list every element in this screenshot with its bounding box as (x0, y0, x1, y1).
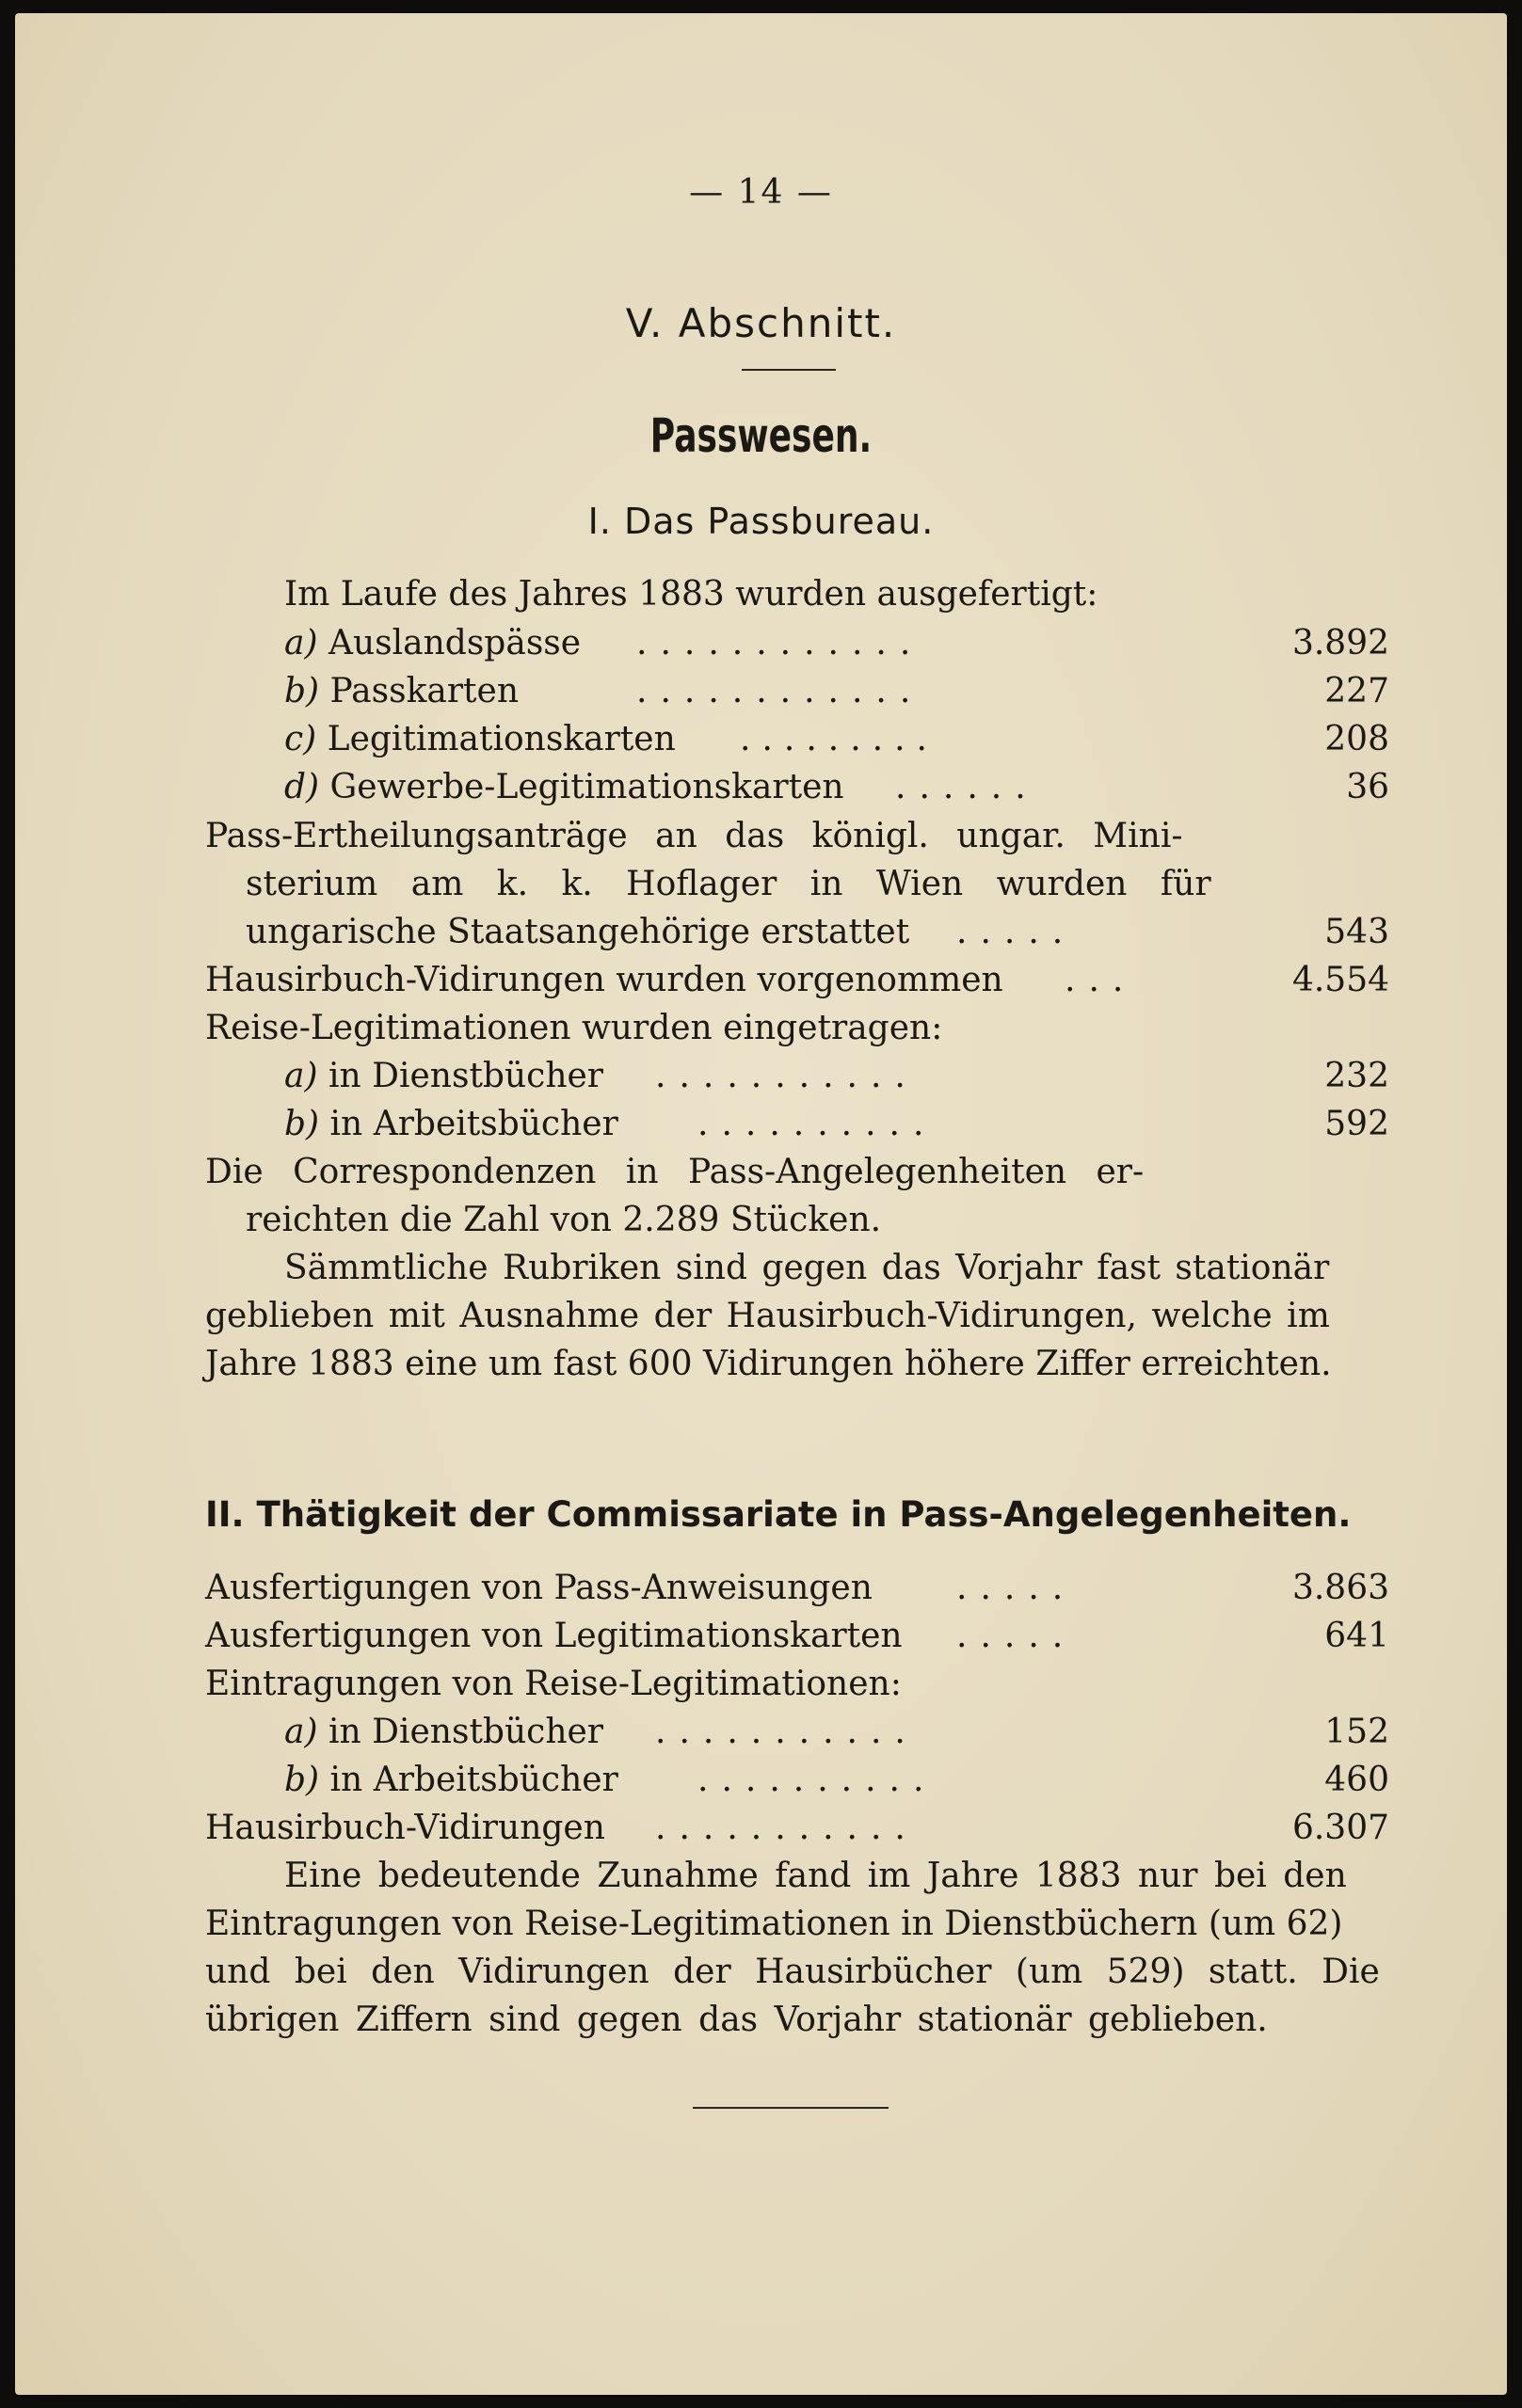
eintragungen-b-label: b) in Arbeitsbücher (284, 1761, 618, 1799)
leader-dots: ........... (655, 1057, 919, 1095)
leader-dots: ...... (895, 768, 1039, 806)
item-c-value: 208 (1324, 720, 1389, 758)
leader-dots: ... (1065, 961, 1137, 999)
title-rule-top (742, 369, 836, 371)
section2-heading: II. Thätigkeit der Commissariate in Pass-Angelegenheiten. (205, 1494, 1352, 1535)
eintragungen-b-value: 460 (1324, 1761, 1389, 1799)
item-b-value: 227 (1324, 672, 1389, 710)
hausirbuch-label: Hausirbuch-Vidirungen wurden vorgenommen (205, 961, 1003, 999)
pass-antraege-line1: Pass-Ertheilungsanträge an das königl. ungar. Mini- (205, 817, 1183, 855)
summary1-line3: Jahre 1883 eine um fast 600 Vidirungen höhere Ziffer erreichten. (205, 1345, 1332, 1383)
pass-antraege-line2: sterium am k. k. Hoflager in Wien wurden für (246, 865, 1211, 903)
reise-b-value: 592 (1324, 1105, 1389, 1143)
leader-dots: .......... (697, 1105, 937, 1143)
correspondenz-line2: reichten die Zahl von 2.289 Stücken. (246, 1201, 882, 1239)
summary2-line1: Eine bedeutende Zunahme fand im Jahre 1883 nur bei den (284, 1857, 1347, 1895)
s2-row2-value: 641 (1324, 1617, 1389, 1655)
eintragungen-intro: Eintragungen von Reise-Legitimationen: (205, 1665, 902, 1703)
s2-row1-value: 3.863 (1291, 1569, 1389, 1607)
eintragungen-a-label: a) in Dienstbücher (284, 1713, 604, 1751)
document-page (15, 13, 1507, 2395)
leader-dots: ..... (956, 913, 1077, 951)
s2-row1-label: Ausfertigungen von Pass-Anweisungen (205, 1569, 873, 1607)
leader-dots: ......... (740, 720, 938, 758)
correspondenz-line1: Die Correspondenzen in Pass-Angelegenheiten er- (205, 1153, 1145, 1191)
leader-dots: ........... (655, 1713, 919, 1751)
section1-intro: Im Laufe des Jahres 1883 wurden ausgefertigt: (284, 575, 1098, 614)
pass-antraege-value: 543 (1324, 913, 1389, 951)
end-rule (693, 2107, 889, 2109)
item-a-label: a) Auslandspässe (284, 624, 582, 662)
item-a-value: 3.892 (1291, 624, 1389, 662)
leader-dots: ............ (636, 624, 924, 662)
item-c-label: c) Legitimationskarten (284, 720, 676, 758)
leader-dots: ..... (956, 1617, 1077, 1655)
page-number: — 14 — (689, 173, 833, 212)
reise-a-value: 232 (1324, 1057, 1389, 1095)
eintragungen-a-value: 152 (1324, 1713, 1389, 1751)
reise-b-label: b) in Arbeitsbücher (284, 1105, 618, 1143)
s2-row2-label: Ausfertigungen von Legitimationskarten (205, 1617, 903, 1655)
item-d-value: 36 (1346, 768, 1389, 806)
summary2-line3: und bei den Vidirungen der Hausirbücher (um 529) statt. Die (205, 1953, 1380, 1991)
summary1-line1: Sämmtliche Rubriken sind gegen das Vorjahr fast stationär (284, 1249, 1330, 1287)
item-b-label: b) Passkarten (284, 672, 520, 710)
s2-hausirbuch-value: 6.307 (1291, 1809, 1389, 1847)
item-d-label: d) Gewerbe-Legitimationskarten (284, 768, 844, 806)
summary2-line2: Eintragungen von Reise-Legitimationen in Dienstbüchern (um 62) (205, 1905, 1343, 1943)
summary2-line4: übrigen Ziffern sind gegen das Vorjahr stationär geblieben. (205, 2001, 1268, 2039)
section1-heading: I. Das Passbureau. (587, 501, 935, 542)
leader-dots: ..... (956, 1569, 1077, 1607)
hausirbuch-value: 4.554 (1291, 961, 1389, 999)
chapter-heading: V. Abschnitt. (625, 300, 897, 346)
pass-antraege-line3: ungarische Staatsangehörige erstattet (246, 913, 910, 951)
summary1-line2: geblieben mit Ausnahme der Hausirbuch-Vidirungen, welche im (205, 1297, 1330, 1335)
reise-a-label: a) in Dienstbücher (284, 1057, 604, 1095)
leader-dots: .......... (697, 1761, 937, 1799)
leader-dots: ............ (636, 672, 924, 710)
page-title: Passwesen. (649, 408, 873, 463)
s2-hausirbuch-label: Hausirbuch-Vidirungen (205, 1809, 605, 1847)
leader-dots: ........... (655, 1809, 919, 1847)
reise-intro: Reise-Legitimationen wurden eingetragen: (205, 1009, 943, 1047)
